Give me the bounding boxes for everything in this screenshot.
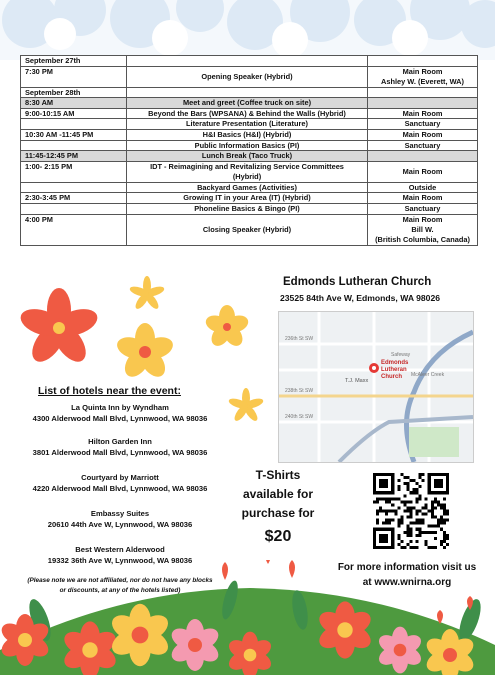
schedule-event bbox=[127, 129, 368, 140]
hotel-address: 4220 Alderwood Mall Blvd, Lynnwood, WA 98036 bbox=[32, 484, 208, 493]
cell-line: Opening Speaker (Hybrid) bbox=[201, 71, 293, 81]
schedule-row bbox=[21, 119, 478, 130]
schedule-location bbox=[368, 203, 478, 214]
schedule-event bbox=[127, 98, 368, 109]
schedule-time: 1:00- 2:15 PM bbox=[21, 161, 127, 182]
schedule-row bbox=[21, 161, 478, 182]
schedule-time: 8:30 AM bbox=[21, 98, 127, 109]
more-info-text: For more information visit us bbox=[337, 562, 477, 573]
tshirt-line: purchase for bbox=[241, 506, 315, 520]
schedule-time: 7:30 PM bbox=[21, 66, 127, 87]
hotel-address: 3801 Alderwood Mall Blvd, Lynnwood, WA 98036 bbox=[32, 448, 208, 457]
cloud-banner bbox=[0, 0, 495, 60]
map-label-street: 240th St SW bbox=[285, 414, 314, 420]
cell-line: Beyond the Bars (WPSANA) & Behind the Walls (Hybrid) bbox=[148, 108, 346, 118]
cell-line: (British Columbia, Canada) bbox=[375, 234, 470, 244]
hotel-address: 20610 44th Ave W, Lynnwood, WA 98036 bbox=[47, 520, 193, 529]
schedule-row bbox=[21, 108, 478, 119]
schedule-time: 2:30-3:45 PM bbox=[21, 193, 127, 204]
schedule-event bbox=[127, 66, 368, 87]
tshirt-line: available for bbox=[242, 487, 314, 501]
cell-line: Main Room bbox=[402, 66, 443, 76]
schedule-location bbox=[368, 98, 478, 109]
cell-line: Phoneline Basics & Bingo (PI) bbox=[194, 203, 300, 213]
schedule-location bbox=[368, 108, 478, 119]
schedule-location bbox=[368, 56, 478, 67]
schedule-event bbox=[127, 87, 368, 98]
disclaimer-line: (Please note we are not affiliated, nor do not have any blocks bbox=[27, 577, 213, 584]
schedule-time bbox=[21, 203, 127, 214]
qr-code-icon[interactable] bbox=[373, 473, 449, 549]
schedule-location bbox=[368, 87, 478, 98]
cell-line: Growing IT in your Area (IT) (Hybrid) bbox=[183, 193, 311, 203]
hotel-entry bbox=[0, 508, 240, 530]
cell-line: Lunch Break (Taco Truck) bbox=[201, 151, 293, 161]
tshirt-line: T-Shirts bbox=[255, 468, 301, 482]
cell-line: Sanctuary bbox=[404, 140, 441, 150]
cell-line: (Hybrid) bbox=[232, 171, 262, 181]
schedule-event bbox=[127, 108, 368, 119]
schedule-row bbox=[21, 140, 478, 151]
schedule-row bbox=[21, 182, 478, 193]
cell-line: Main Room bbox=[402, 166, 443, 176]
schedule-event bbox=[127, 119, 368, 130]
map-pin-label: Edmonds Lutheran Church bbox=[381, 360, 409, 380]
schedule-time: September 27th bbox=[21, 56, 127, 67]
hotel-address: 19332 36th Ave W, Lynnwood, WA 98036 bbox=[47, 556, 193, 565]
schedule-time: 9:00-10:15 AM bbox=[21, 108, 127, 119]
hotel-name: Best Western Alderwood bbox=[75, 545, 165, 554]
schedule-time bbox=[21, 140, 127, 151]
schedule-time bbox=[21, 182, 127, 193]
cell-line: Main Room bbox=[402, 193, 443, 203]
cell-line: Public Information Basics (PI) bbox=[194, 140, 300, 150]
cell-line: H&I Basics (H&I) (Hybrid) bbox=[202, 129, 292, 139]
schedule-location bbox=[368, 182, 478, 193]
website-link[interactable]: at www.wnirna.org bbox=[362, 577, 452, 588]
map-label-store: Safeway bbox=[391, 352, 411, 358]
cell-line: Main Room bbox=[402, 129, 443, 139]
hotels-title: List of hotels near the event: bbox=[38, 385, 181, 397]
schedule-location bbox=[368, 214, 478, 245]
schedule-time: 11:45-12:45 PM bbox=[21, 151, 127, 162]
venue-map[interactable] bbox=[278, 311, 474, 463]
schedule-row bbox=[21, 151, 478, 162]
map-graphic bbox=[279, 312, 473, 462]
schedule-row bbox=[21, 129, 478, 140]
map-label-street: 238th St SW bbox=[285, 388, 314, 394]
red-flower-icon bbox=[14, 288, 104, 368]
map-label-creek: McAleer Creek bbox=[411, 372, 445, 378]
schedule-location bbox=[368, 119, 478, 130]
cell-line: Outside bbox=[408, 182, 437, 192]
schedule-location bbox=[368, 140, 478, 151]
schedule-time bbox=[21, 119, 127, 130]
venue-address: 23525 84th Ave W, Edmonds, WA 98026 bbox=[280, 293, 441, 303]
schedule-event bbox=[127, 140, 368, 151]
yellow-flower-icon bbox=[112, 322, 178, 382]
schedule-row bbox=[21, 66, 478, 87]
schedule-location bbox=[368, 129, 478, 140]
schedule-location bbox=[368, 193, 478, 204]
cell-line: Main Room bbox=[402, 108, 443, 118]
schedule-location bbox=[368, 66, 478, 87]
cell-line: Bill W. bbox=[411, 224, 434, 234]
schedule-time: September 28th bbox=[21, 87, 127, 98]
venue-name: Edmonds Lutheran Church bbox=[283, 276, 432, 288]
cell-line: Main Room bbox=[402, 214, 443, 224]
schedule-event bbox=[127, 161, 368, 182]
hotel-entry bbox=[0, 472, 240, 494]
schedule-time: 10:30 AM -11:45 PM bbox=[21, 129, 127, 140]
schedule-row bbox=[21, 193, 478, 204]
hotel-name: Hilton Garden Inn bbox=[88, 437, 152, 446]
schedule-event bbox=[127, 214, 368, 245]
hotel-address: 4300 Alderwood Mall Blvd, Lynnwood, WA 98036 bbox=[32, 414, 208, 423]
schedule-row bbox=[21, 98, 478, 109]
hotel-name: Courtyard by Marriott bbox=[81, 473, 159, 482]
hotel-name: Embassy Suites bbox=[90, 509, 150, 518]
hotel-entry bbox=[0, 402, 240, 424]
schedule-event bbox=[127, 151, 368, 162]
hotel-entry bbox=[0, 436, 240, 458]
yellow-flower-icon bbox=[202, 304, 252, 350]
cell-line: Ashley W. (Everett, WA) bbox=[381, 76, 464, 86]
schedule-row bbox=[21, 214, 478, 245]
schedule-event bbox=[127, 203, 368, 214]
garden-illustration bbox=[0, 560, 495, 675]
schedule-event bbox=[127, 56, 368, 67]
map-label-street: 236th St SW bbox=[285, 336, 314, 342]
map-label-tjmaxx: T.J. Maxx bbox=[345, 378, 369, 384]
tshirt-promo bbox=[228, 466, 328, 551]
cell-line: Closing Speaker (Hybrid) bbox=[202, 224, 292, 234]
schedule-event bbox=[127, 193, 368, 204]
yellow-flower-icon bbox=[226, 386, 266, 426]
cell-line: Sanctuary bbox=[404, 119, 441, 129]
tshirt-price: $20 bbox=[264, 528, 292, 545]
cell-line: Meet and greet (Coffee truck on site) bbox=[182, 98, 312, 108]
cell-line: IDT - Reimagining and Revitalizing Service Committees bbox=[150, 161, 344, 171]
schedule-row bbox=[21, 203, 478, 214]
schedule-time: 4:00 PM bbox=[21, 214, 127, 245]
schedule-table bbox=[20, 55, 478, 246]
cell-line: Literature Presentation (Literature) bbox=[186, 119, 308, 129]
cell-line: Sanctuary bbox=[404, 203, 441, 213]
schedule-row bbox=[21, 56, 478, 67]
hotel-name: La Quinta Inn by Wyndham bbox=[71, 403, 169, 412]
schedule-location bbox=[368, 151, 478, 162]
schedule-row bbox=[21, 87, 478, 98]
disclaimer-line: or discounts, at any of the hotels listed) bbox=[59, 587, 181, 594]
schedule-event bbox=[127, 182, 368, 193]
yellow-flower-icon bbox=[126, 274, 168, 314]
schedule-location bbox=[368, 161, 478, 182]
cell-line: Backyard Games (Activities) bbox=[197, 182, 297, 192]
